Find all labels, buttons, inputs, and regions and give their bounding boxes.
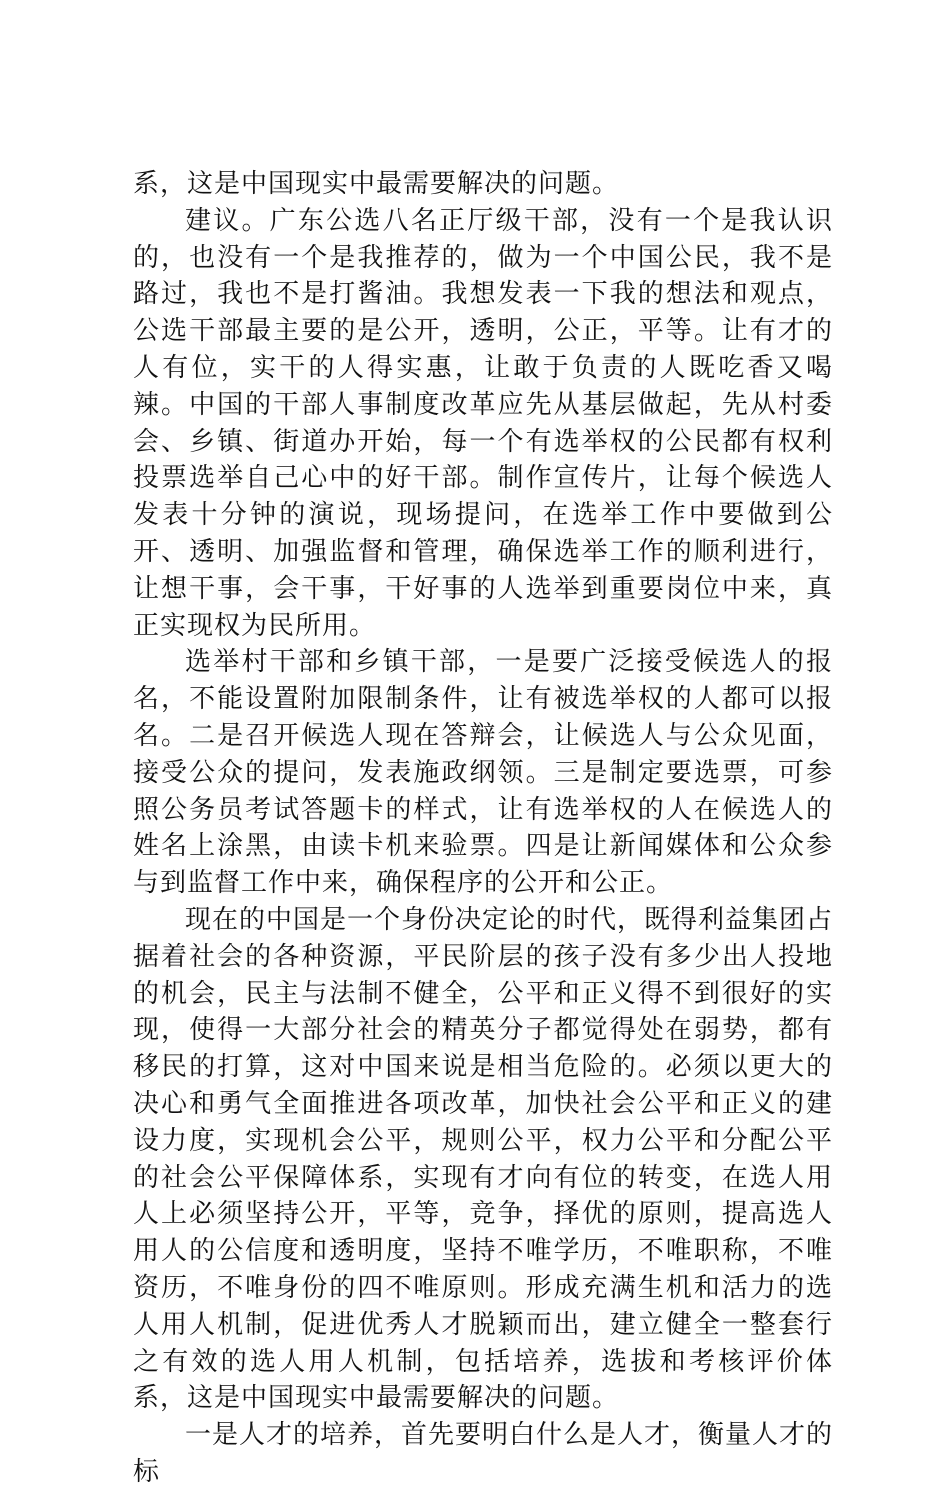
paragraph-continuation: 系，这是中国现实中最需要解决的问题。 bbox=[133, 169, 620, 199]
paragraph-suggestion: 建议。广东公选八名正厅级干部，没有一个是我认识的，也没有一个是我推荐的，做为一个中国公民，我不是路过，我也不是打酱油。我想发表一下我的想法和观点，公选干部最主要的是公开，透明，公正，平等。让有才的人有位，实干的人得实惠，让敢于负责的人既吃香又喝辣。中国的干部人事制度改革应先从基层做起，先从村委会、乡镇、街道办开始，每一个有选举权的公民都有权利投票选举自己心中的好干部。制作宣传片，让每个候选人发表十分钟的演说，现场提问，在选举工作中要做到公开、透明、加强监督和管理，确保选举工作的顺利进行，让想干事，会干事，干好事的人选举到重要岗位中来，真正实现权为民所用。 bbox=[133, 205, 833, 641]
document-body bbox=[133, 166, 833, 1491]
paragraph-talent-cultivation: 一是人才的培养，首先要明白什么是人才，衡量人才的标 bbox=[133, 1420, 834, 1487]
paragraph-village-election: 选举村干部和乡镇干部，一是要广泛接受候选人的报名，不能设置附加限制条件，让有被选举权的人都可以报名。二是召开候选人现在答辩会，让候选人与公众见面，接受公众的提问，发表施政纲领。三是制定要选票，可参照公务员考试答题卡的样式，让有选举权的人在候选人的姓名上涂黑，由读卡机来验票。四是让新闻媒体和公众参与到监督工作中来，确保程序的公开和公正。 bbox=[133, 647, 833, 899]
paragraph-current-china: 现在的中国是一个身份决定论的时代，既得利益集团占据着社会的各种资源，平民阶层的孩子没有多少出人投地的机会，民主与法制不健全，公平和正义得不到很好的实现，使得一大部分社会的精英分子都觉得处在弱势，都有移民的打算，这对中国来说是相当危险的。必须以更大的决心和勇气全面推进各项改革，加快社会公平和正义的建设力度，实现机会公平，规则公平，权力公平和分配公平的社会公平保障体系，实现有才向有位的转变，在选人用人上必须坚持公开，平等，竞争，择优的原则，提高选人用人的公信度和透明度，坚持不唯学历，不唯职称，不唯资历，不唯身份的四不唯原则。形成充满生机和活力的选人用人机制，促进优秀人才脱颖而出，建立健全一整套行之有效的选人用人机制，包括培养，选拔和考核评价体系，这是中国现实中最需要解决的问题。 bbox=[133, 904, 834, 1414]
